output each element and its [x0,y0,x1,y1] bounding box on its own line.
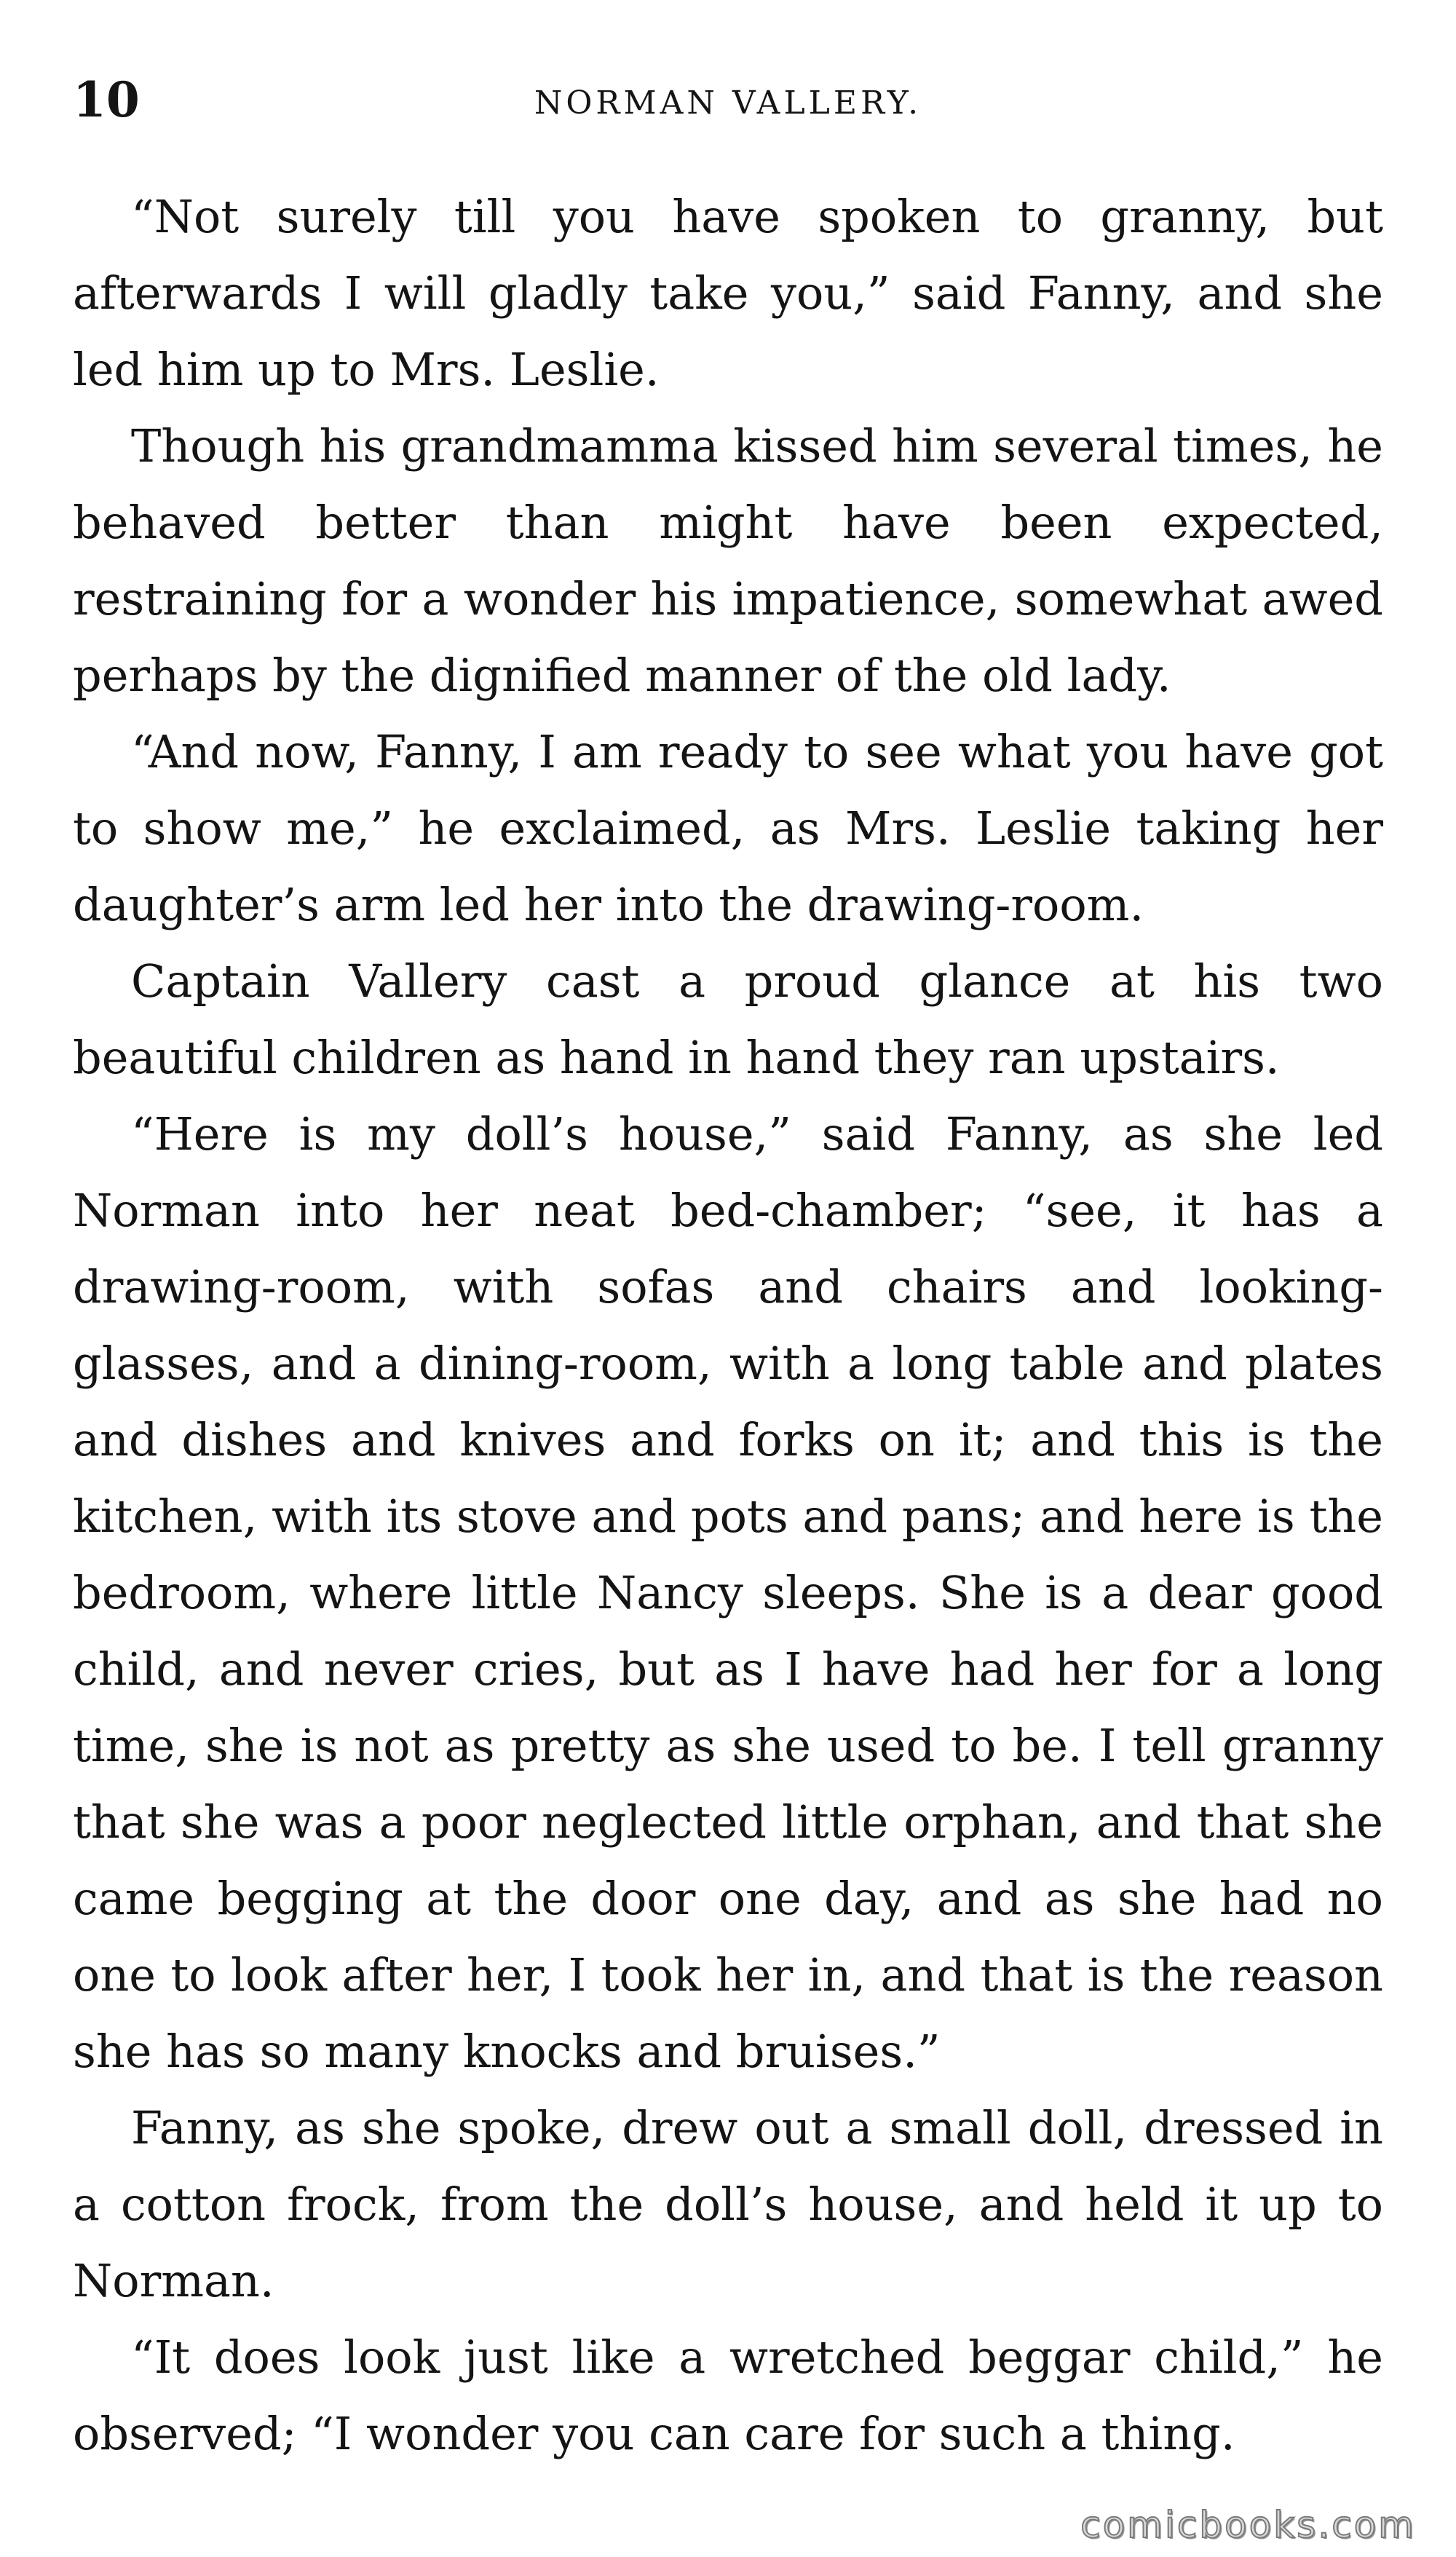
paragraph: “Here is my doll’s house,” said Fanny, as she led Norman into her neat bed-chamber; “see, it has a drawing-room, with sofas and chairs and looking-glasses, and a dining-room, with a long table and plates and dishes and knives and forks on it; and this is the kitchen, with its stove and pots and pans; and here is the bedroom, where little Nancy sleeps. She is a dear good child, and never cries, but as I have had her for a long time, she is not as pretty as she used to be. I tell granny that she was a poor neglected little orphan, and that she came begging at the door one day, and as she had no one to look after her, I took her in, and that is the reason she has so many knocks and bruises.” [73,1107,1383,2078]
running-title: NORMAN VALLERY. [534,84,922,122]
paragraph: “And now, Fanny, I am ready to see what you have got to show me,” he exclaimed, as Mrs. Leslie taking her daughter’s arm led her into the drawing-room. [73,725,1383,931]
paragraph: Though his grandmamma kissed him several times, he behaved better than might have been expected, restraining for a wonder his impatience, somewhat awed perhaps by the dignified manner of the old lady. [73,419,1383,702]
body-text [73,178,1383,2472]
page-number: 10 [73,71,140,128]
paragraph: Fanny, as she spoke, drew out a small doll, dressed in a cotton frock, from the doll’s house, and held it up to Norman. [73,2101,1383,2307]
paragraph: “Not surely till you have spoken to granny, but afterwards I will gladly take you,” said Fanny, and she led him up to Mrs. Leslie. [73,190,1383,396]
page-header [73,67,1383,133]
watermark: comicbooks.com [1080,2504,1416,2546]
paragraph: “It does look just like a wretched beggar child,” he observed; “I wonder you can care for such a thing. [73,2331,1383,2460]
paragraph: Captain Vallery cast a proud glance at his two beautiful children as hand in hand they ran upstairs. [73,955,1383,1084]
